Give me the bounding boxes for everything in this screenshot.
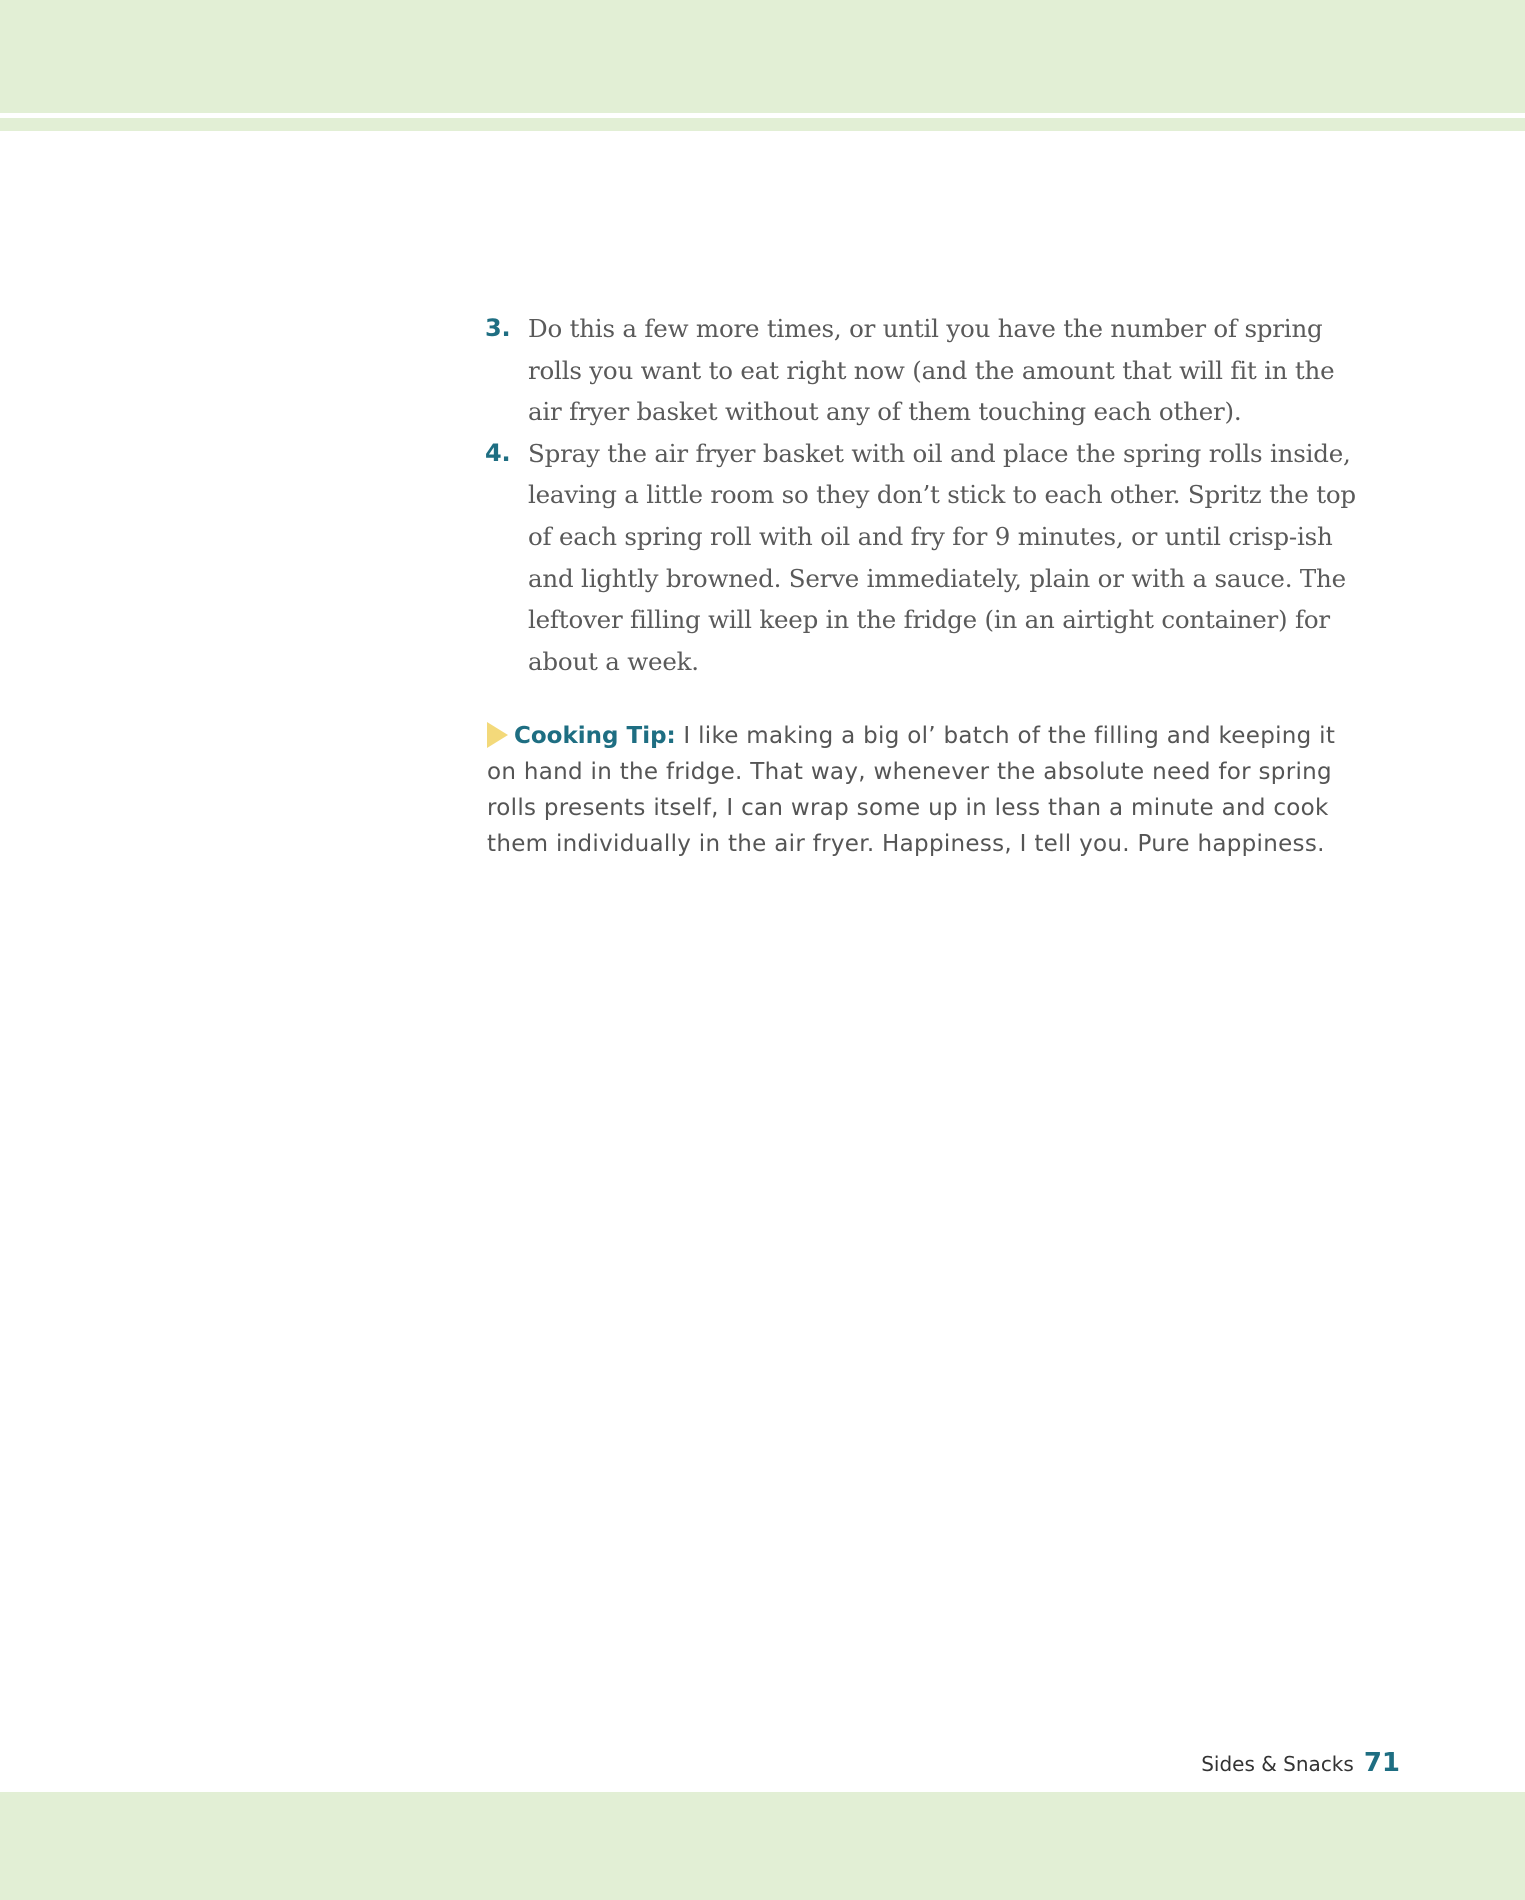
header-stripe — [0, 118, 1525, 131]
step-text: Spray the air fryer basket with oil and place the spring rolls inside, leaving a little room so they don’t stick to each other. Spritz the top of each spring roll with oil and fry for 9 minutes, or until crisp-ish and lightly browned. Serve immediately, plain or with a sauce. The leftover filling will keep in the fridge (in an airtight container) for about a week. — [528, 438, 1356, 676]
step-item — [485, 308, 1360, 433]
step-text: Do this a few more times, or until you have the number of spring rolls you want to eat right now (and the amount that will fit in the air fryer basket without any of them touching each other). — [528, 314, 1335, 427]
footer-band — [0, 1792, 1525, 1900]
step-item — [485, 433, 1360, 683]
triangle-arrow-icon — [487, 722, 508, 748]
page-number: 71 — [1363, 1748, 1400, 1778]
cooking-tip-text: I like making a big ol’ batch of the filling and keeping it on hand in the fridge. That way, whenever the absolute need for spring rolls presents itself, I can wrap some up in less than a minute and cook them individually in the air fryer. Happiness, I tell you. Pure happiness. — [487, 723, 1336, 857]
instruction-steps — [485, 308, 1360, 682]
footer-section-title: Sides & Snacks — [1201, 1752, 1354, 1776]
step-number: 4. — [485, 438, 511, 467]
cooking-tip — [487, 718, 1367, 862]
header-band — [0, 0, 1525, 113]
page-footer — [1201, 1748, 1400, 1778]
step-number: 3. — [485, 314, 511, 342]
cooking-tip-label: Cooking Tip: — [514, 723, 676, 749]
